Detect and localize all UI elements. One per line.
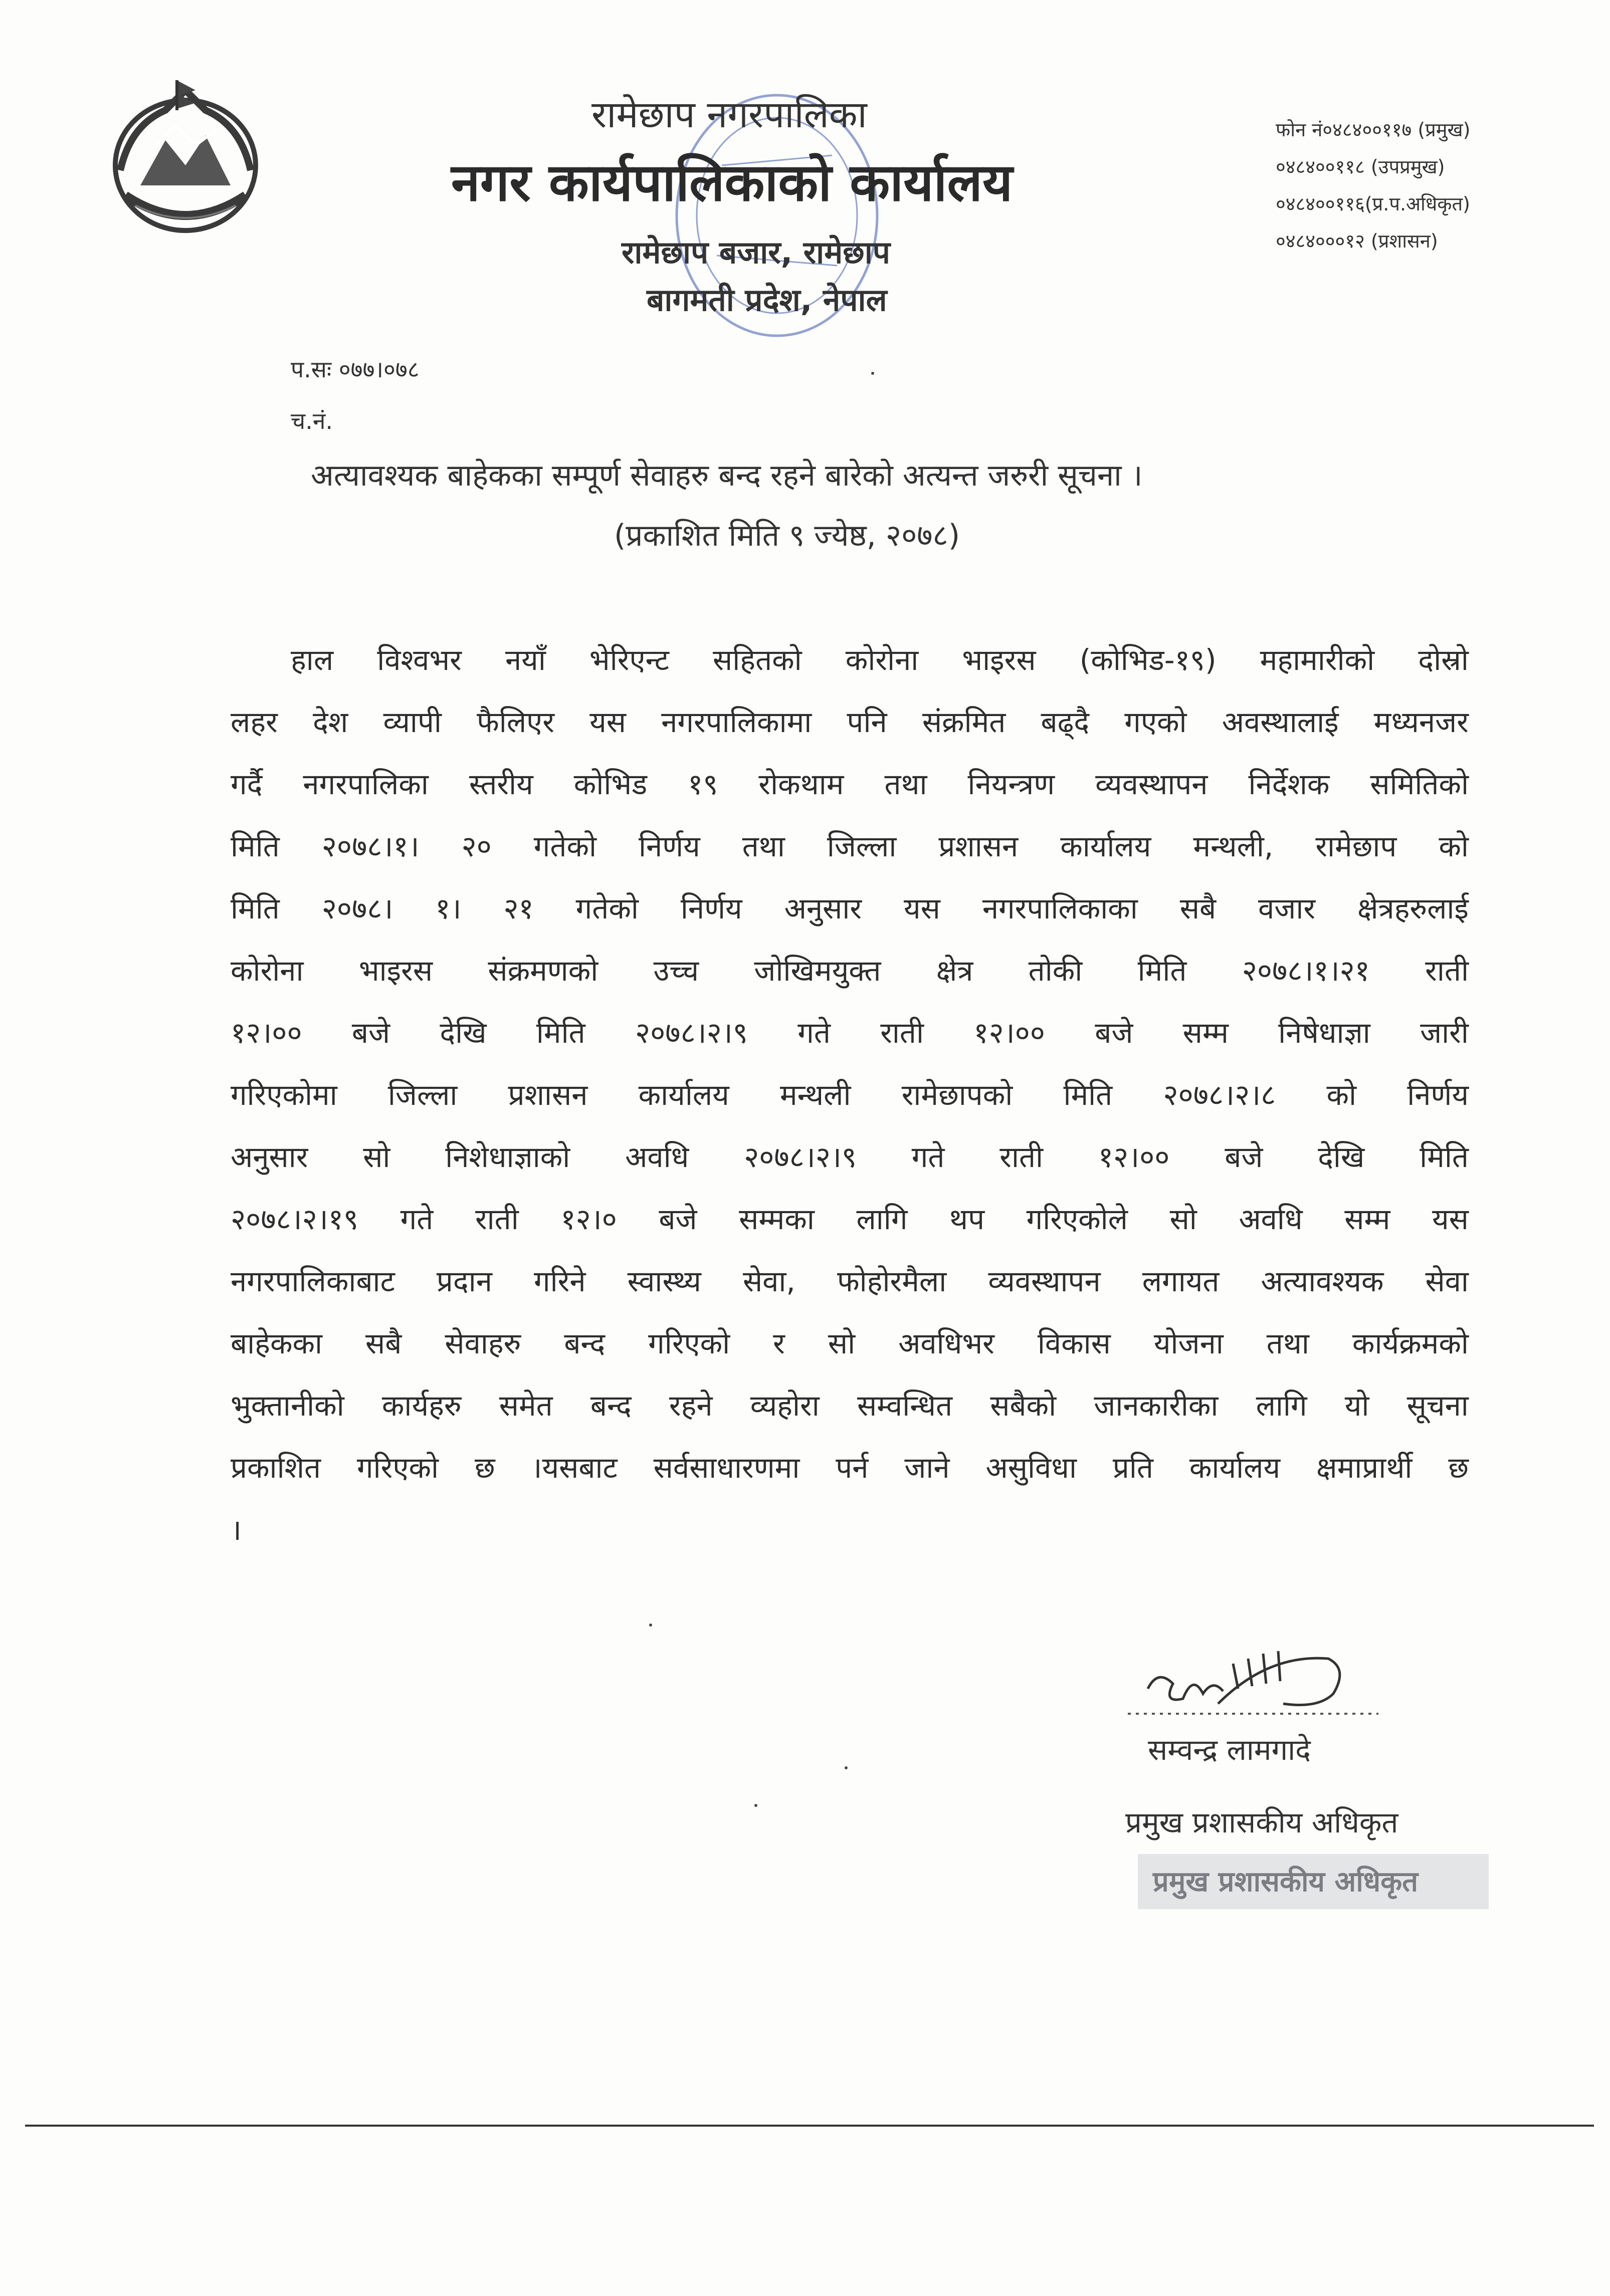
body-word: र [773,1326,785,1360]
body-word: योजना [1153,1326,1224,1360]
body-word: १२।० [560,1202,617,1236]
office-title: नगर कार्यपालिकाको कार्यालय [451,152,1013,213]
body-word: बजे [659,1202,697,1236]
body-word: १। [435,891,462,926]
body-word: पर्न [836,1451,869,1485]
body-word: व्यवस्थापन [1095,767,1208,801]
body-word: तोकी [1028,954,1083,988]
body-word: निर्णय [1407,1078,1469,1112]
body-word: भाइरस [358,954,433,988]
body-word: क्षेत्र [936,954,973,988]
body-word: सहितको [713,643,802,677]
body-word: अवधि [1239,1202,1303,1236]
speck [754,1804,757,1807]
body-word: नगरपालिकामा [661,705,812,739]
body-word: राती [475,1202,519,1236]
body-word: व्यवस्थापन [988,1264,1101,1298]
body-word: गते [911,1140,945,1174]
body-line [231,629,1469,691]
body-word: जिल्ला [387,1078,458,1112]
body-word: गतेको [533,829,597,863]
body-word: मिति [231,891,280,926]
body-word: बाहेकका [231,1326,323,1360]
body-word: गते [797,1016,831,1050]
body-word: वजार [1258,891,1316,926]
body-word: यस [589,705,626,739]
body-word: २०७८।२।९ [744,1140,857,1174]
body-line [231,940,1469,1002]
body-word: जिल्ला [827,829,897,863]
body-line [231,691,1469,753]
signatory-title: प्रमुख प्रशासकीय अधिकृत [1125,1805,1398,1840]
body-word: अनुसार [784,891,862,926]
body-word: बजे [1095,1016,1133,1050]
body-word: कार्यालय [1060,829,1151,863]
body-word: सम्म [1182,1016,1229,1050]
body-word: मिति [536,1016,585,1050]
body-word: १२।०० [1098,1140,1170,1174]
body-word: यस [1432,1202,1469,1236]
body-word: सूचना [1406,1389,1469,1423]
body-word: तथा [884,767,927,801]
province-address: बागमती प्रदेश, नेपाल [647,282,887,318]
body-word: लागि [856,1202,908,1236]
body-word: भाइरस [962,643,1036,677]
fiscal-year-ref: प.सः ०७७।०७८ [291,356,420,383]
dispatch-number: च.नं. [291,407,333,434]
body-word: को [1326,1078,1357,1112]
body-word: महामारीको [1260,643,1375,677]
body-word: लगायत [1142,1264,1220,1298]
body-word: रोकथाम [758,767,844,801]
body-word: २०७८।२।९ [635,1016,748,1050]
body-word: क्षेत्रहरुलाई [1357,891,1469,926]
body-word: स्वास्थ्य [627,1264,701,1298]
body-word: (कोभिड-१९) [1079,643,1217,677]
body-word: यस [904,891,940,926]
signatory-name: सम्वन्द्र लामगादे [1148,1733,1311,1767]
body-word: गते [400,1202,434,1236]
body-line [231,1002,1469,1064]
body-word: १९ [688,767,718,801]
body-word: मिति [231,829,280,863]
body-word: जानकारीका [1094,1389,1219,1423]
body-word: थप [949,1202,985,1236]
body-word: विश्वभर [377,643,462,677]
body-word: छ [474,1451,495,1485]
body-word: समेत [499,1389,553,1423]
body-word: पनि [847,705,887,739]
body-line [231,1374,1469,1437]
body-word: सर्वसाधारणमा [653,1451,800,1485]
body-word: । [231,1513,242,1547]
body-word: भुक्तानीको [231,1389,344,1423]
body-word: कार्यहरु [381,1389,462,1423]
nepal-emblem-icon [100,70,271,241]
phone-list [1276,111,1470,260]
body-word: २०७८।२।८ [1163,1078,1276,1112]
body-word: सबैको [990,1389,1057,1423]
body-word: मिति [1063,1078,1113,1112]
body-word: गएको [1124,705,1187,739]
body-word: स्तरीय [469,767,533,801]
body-word: १२।०० [973,1016,1045,1050]
body-word: संक्रमणको [488,954,598,988]
body-word: निर्देशक [1248,767,1330,801]
body-word: राती [880,1016,924,1050]
body-word: नयाँ [505,643,546,677]
body-word: सो [828,1326,856,1360]
published-date: (प्रकाशित मिति ९ ज्येष्ठ, २०७८) [614,518,960,553]
body-word: सेवा [1425,1264,1469,1298]
body-word: विकास [1037,1326,1111,1360]
body-word: सम्म [1344,1202,1390,1236]
notice-subject: अत्यावश्यक बाहेकका सम्पूर्ण सेवाहरु बन्द रहने बारेको अत्यन्त जरुरी सूचना । [311,458,1143,493]
body-word: रामेछापको [901,1078,1013,1112]
body-word: कार्यक्रमको [1352,1326,1469,1360]
body-word: मिति [1137,954,1187,988]
body-word: निर्णय [638,829,700,863]
body-word: नगरपालिकाका [982,891,1138,926]
body-word: गरिने [533,1264,586,1298]
body-word: कोभिड [573,767,648,801]
body-line [231,1126,1469,1188]
notice-body [231,629,1469,1561]
body-word: देखि [440,1016,487,1050]
body-word: भेरिएन्ट [589,643,669,677]
body-line [231,1250,1469,1312]
phone-admin: ०४८४०००१२ (प्रशासन) [1276,230,1438,252]
body-word: मन्थली, [1193,829,1274,863]
body-word: सो [1169,1202,1197,1236]
signature [1118,1624,1378,1739]
body-word: जाने [904,1451,950,1485]
body-word: २०७८। [321,891,393,926]
office-address: रामेछाप बजार, रामेछाप [622,234,891,271]
body-word: गरिएकोमा [231,1078,337,1112]
body-word: क्षमाप्रार्थी [1316,1451,1413,1485]
body-word: सबै [1179,891,1217,926]
body-word: कार्यालय [1189,1451,1281,1485]
body-word: व्यहोरा [750,1389,820,1423]
body-line [231,753,1469,815]
body-word: लहर [231,705,278,739]
body-word: सम्मका [739,1202,815,1236]
body-word: गर्दै [231,767,263,801]
body-word: रहने [669,1389,713,1423]
body-word: बजे [351,1016,390,1050]
body-word: बन्द [590,1389,632,1423]
body-word: प्रदान [436,1264,492,1298]
body-word: १२।०० [231,1016,302,1050]
body-word: उच्च [653,954,699,988]
body-word: प्रति [1112,1451,1153,1485]
body-word: जोखिमयुक्त [754,954,881,988]
body-line [231,815,1469,877]
speck [871,372,874,375]
body-word: गरिएको [648,1326,730,1360]
body-word: बजे [1225,1140,1263,1174]
body-line [231,1499,1469,1561]
body-word: बढ्दै [1041,705,1090,739]
body-word: गरिएको [357,1451,439,1485]
body-word: हाल [291,643,334,677]
body-word: निर्णय [680,891,742,926]
body-word: सम्वन्धित [857,1389,953,1423]
body-word: राती [999,1140,1044,1174]
body-word: मिति [1420,1140,1469,1174]
body-word: तथा [1266,1326,1309,1360]
phone-deputy: ०४८४००११८ (उपप्रमुख) [1276,156,1445,178]
body-word: कार्यालय [638,1078,729,1112]
body-word: २०७८।२।१९ [231,1202,359,1236]
body-word: अवधि [625,1140,689,1174]
body-word: २० [461,829,492,863]
body-word: छ [1448,1451,1469,1485]
body-word: गतेको [575,891,639,926]
municipality-name: रामेछाप नगरपालिका [591,93,867,136]
body-word: अवस्थालाई [1222,705,1339,739]
body-word: ।यसबाट [531,1451,618,1485]
footer-rule [25,2125,1594,2127]
body-word: नगरपालिका [303,767,429,801]
body-word: नगरपालिकाबाट [231,1264,395,1298]
body-word: सेवाहरु [445,1326,521,1360]
body-word: सबै [365,1326,402,1360]
body-word: प्रशासन [938,829,1019,863]
speck [649,1624,652,1627]
stamp-text: प्रमुख प्रशासकीय अधिकृत [1153,1866,1419,1898]
body-word: प्रशासन [508,1078,588,1112]
body-word: रामेछाप [1315,829,1397,863]
body-word: यो [1344,1389,1369,1423]
body-word: सेवा, [742,1264,795,1298]
body-word: देखि [1318,1140,1365,1174]
body-word: २०७८।१। [321,829,420,863]
body-word: को [1439,829,1469,863]
body-word: २०७८।१।२१ [1242,954,1370,988]
body-word: नियन्त्रण [967,767,1055,801]
speck [845,1766,848,1769]
body-word: संक्रमित [922,705,1006,739]
body-word: दोस्रो [1418,643,1469,677]
body-word: असुविधा [985,1451,1077,1485]
body-word: देश [313,705,348,739]
body-word: कोरोना [845,643,919,677]
body-word: फैलिएर [477,705,554,739]
body-line [231,1064,1469,1126]
body-line [231,1188,1469,1250]
body-word: मध्यनजर [1373,705,1469,739]
body-word: तथा [742,829,785,863]
body-word: जारी [1420,1016,1469,1050]
body-line [231,877,1469,940]
body-word: राती [1425,954,1469,988]
phone-chief: फोन नं०४८४००११७ (प्रमुख) [1276,119,1471,141]
body-word: प्रकाशित [231,1451,321,1485]
body-word: लागि [1256,1389,1307,1423]
body-word: निशेधाज्ञाको [445,1140,570,1174]
body-word: मन्थली [779,1078,851,1112]
body-word: सो [363,1140,390,1174]
body-word: गरिएकोले [1026,1202,1128,1236]
phone-cao: ०४८४००११६(प्र.प.अधिकृत) [1276,193,1470,215]
body-line [231,1312,1469,1374]
body-line [231,1437,1469,1499]
body-word: कोरोना [231,954,304,988]
body-word: अवधिभर [898,1326,994,1360]
body-word: फोहोरमैला [837,1264,947,1298]
body-word: समितिको [1370,767,1469,801]
body-word: अत्यावश्यक [1261,1264,1384,1298]
body-word: निषेधाज्ञा [1278,1016,1370,1050]
body-word: व्यापी [383,705,442,739]
body-word: अनुसार [231,1140,308,1174]
body-word: बन्द [564,1326,606,1360]
body-word: २१ [503,891,534,926]
